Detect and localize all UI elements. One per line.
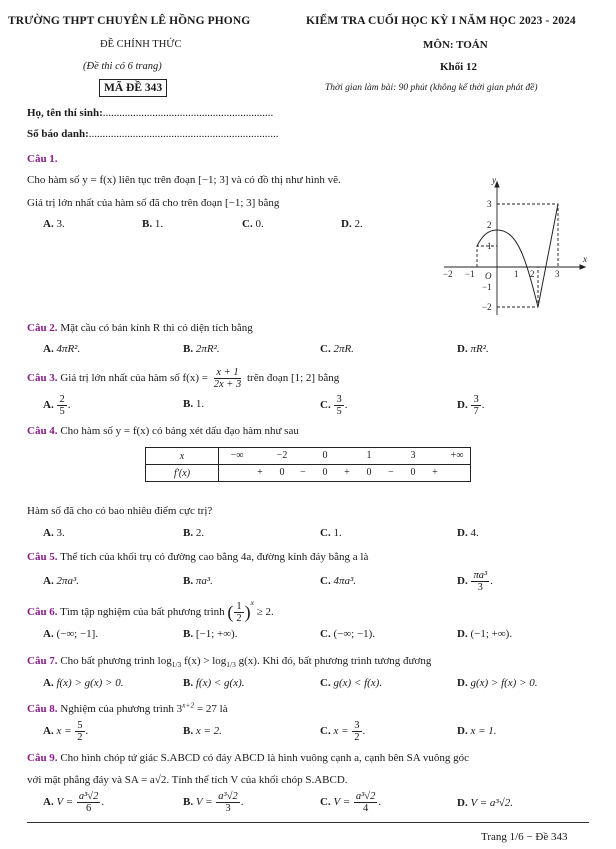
q8-option-c[interactable]: C. x = $\frac{3}{2}$ . bbox=[320, 720, 366, 743]
school-name: TRƯỜNG THPT CHUYÊN LÊ HỒNG PHONG bbox=[8, 15, 251, 27]
candidate-name-row bbox=[27, 107, 273, 119]
q7-option-d[interactable]: D. g(x) > f(x) > 0. bbox=[457, 677, 538, 689]
q1-option-d[interactable]: D. 2. bbox=[341, 218, 363, 230]
question-1-text-line2: Giá trị lớn nhất của hàm số đã cho trên đoạn [−1; 3] bằng bbox=[27, 197, 280, 209]
q8-option-b[interactable]: B. x = 2. bbox=[183, 725, 222, 737]
y-tick: −2 bbox=[482, 302, 492, 312]
candidate-id-label: Số báo danh: bbox=[27, 128, 89, 140]
q9-option-a[interactable]: A. V = $\frac{\text{a³√2}}{6}$ . bbox=[43, 791, 105, 814]
sign-table-derivative-row: + 0 − 0 + 0 − 0 + bbox=[257, 467, 438, 478]
q8-option-d[interactable]: D. x = 1. bbox=[457, 725, 497, 737]
pages-note: (Đề thi có 6 trang) bbox=[83, 61, 162, 72]
x-arrow bbox=[580, 265, 585, 269]
x-axis-label: x bbox=[583, 254, 587, 264]
q9-option-c[interactable]: C. V = $\frac{\text{a³√2}}{4}$ . bbox=[320, 791, 382, 814]
q7-option-c[interactable]: C. g(x) < f(x). bbox=[320, 677, 383, 689]
q7-option-a[interactable]: A. f(x) > g(x) > 0. bbox=[43, 677, 124, 689]
q6-option-b[interactable]: B. [−1; +∞). bbox=[183, 628, 238, 640]
x-tick: 2 bbox=[530, 269, 535, 279]
candidate-name-label: Họ, tên thí sinh: bbox=[27, 107, 103, 119]
function-graph bbox=[440, 170, 616, 320]
q2-option-c[interactable]: C. 2πR. bbox=[320, 343, 354, 355]
q1-option-a[interactable]: A. 3. bbox=[43, 218, 65, 230]
question-6: Câu 6. Tìm tập nghiệm của bất phương trình ( $\frac{1}{2}$ )$^x$ ≥ 2. bbox=[27, 598, 274, 624]
time-note: Thời gian làm bài: 90 phút (không kể thời gian phát đề) bbox=[325, 83, 538, 93]
q6-option-c[interactable]: C. (−∞; −1). bbox=[320, 628, 376, 640]
x-tick: 3 bbox=[555, 269, 560, 279]
candidate-id-row bbox=[27, 128, 279, 140]
page-footer: Trang 1/6 − Đề 343 bbox=[481, 831, 568, 843]
q6-option-d[interactable]: D. (−1; +∞). bbox=[457, 628, 513, 640]
grade: Khối 12 bbox=[440, 61, 477, 73]
candidate-id-field[interactable]: ..................................................................... bbox=[88, 128, 279, 140]
q6-option-a[interactable]: A. (−∞; −1]. bbox=[43, 628, 99, 640]
question-4-prompt: Hàm số đã cho có bao nhiêu điểm cực trị? bbox=[27, 505, 213, 517]
sign-table-x-row: −∞ −2 0 1 3 +∞ bbox=[230, 450, 464, 461]
sign-table bbox=[145, 447, 471, 482]
q9-option-b[interactable]: B. V = $\frac{\text{a³√2}}{3}$ . bbox=[183, 791, 244, 814]
q2-option-b[interactable]: B. 2πR². bbox=[183, 343, 220, 355]
y-axis-label: y bbox=[492, 175, 496, 185]
q4-option-b[interactable]: B. 2. bbox=[183, 527, 205, 539]
question-7: Câu 7. Cho bất phương trình $\log_{1/3} f(x) > \log_{1/3} g(x)$. Khi đó, bất phương trình tương đương bbox=[27, 655, 432, 670]
question-1-text-line1: Cho hàm số y = f(x) liên tục trên đoạn [−1; 3] và có đồ thị như hình vẽ. bbox=[27, 174, 341, 186]
q9-option-d[interactable]: D. V = a³√2. bbox=[457, 797, 513, 809]
footer-divider bbox=[27, 822, 589, 823]
question-1-label: Câu 1. bbox=[27, 153, 58, 165]
q2-option-a[interactable]: A. 4πR². bbox=[43, 343, 81, 355]
q5-option-d[interactable]: D. $\frac{\text{πa³}}{3}$ . bbox=[457, 570, 493, 593]
q8-option-a[interactable]: A. x = $\frac{5}{2}$ . bbox=[43, 720, 89, 743]
question-5: Câu 5. Thể tích của khối trụ có đường cao bằng 4a, đường kính đáy bằng a là bbox=[27, 551, 369, 563]
q3-option-b[interactable]: B. 1. bbox=[183, 398, 205, 410]
q5-option-c[interactable]: C. 4πa³. bbox=[320, 575, 357, 587]
q7-option-b[interactable]: B. f(x) < g(x). bbox=[183, 677, 245, 689]
y-tick: 3 bbox=[487, 199, 492, 209]
y-tick: −1 bbox=[482, 282, 492, 292]
q2-option-d[interactable]: D. πR². bbox=[457, 343, 489, 355]
exam-title: KIỂM TRA CUỐI HỌC KỲ I NĂM HỌC 2023 - 2024 bbox=[306, 15, 576, 27]
q5-option-a[interactable]: A. 2πa³. bbox=[43, 575, 80, 587]
question-9-line1: Câu 9. Cho hình chóp tứ giác S.ABCD có đáy ABCD là hình vuông cạnh a, cạnh bên SA vuông góc bbox=[27, 752, 469, 764]
question-8: Câu 8. Nghiệm của phương trình $3^{x+2} = 27$ là bbox=[27, 700, 228, 715]
q4-option-a[interactable]: A. 3. bbox=[43, 527, 65, 539]
q3-option-a[interactable]: A. $\frac{2}{5}$ . bbox=[43, 394, 71, 417]
question-4: Câu 4. Cho hàm số y = f(x) có bảng xét dấu đạo hàm như sau bbox=[27, 425, 299, 437]
q4-option-d[interactable]: D. 4. bbox=[457, 527, 479, 539]
origin-label: O bbox=[485, 271, 492, 281]
question-3: Câu 3. Giá trị lớn nhất của hàm số f(x) = $\frac{x + 1}{2x + 3}$ trên đoạn [1; 2] bằng bbox=[27, 367, 340, 390]
x-tick: 1 bbox=[514, 269, 519, 279]
x-tick: −1 bbox=[465, 269, 475, 279]
q1-option-b[interactable]: B. 1. bbox=[142, 218, 164, 230]
question-2: Câu 2. Mặt cầu có bán kính R thì có diện tích bằng bbox=[27, 322, 253, 334]
candidate-name-field[interactable]: .............................................................. bbox=[102, 107, 274, 119]
subject: MÔN: TOÁN bbox=[423, 39, 488, 51]
q3-option-d[interactable]: D. $\frac{3}{7}$ . bbox=[457, 394, 485, 417]
official-label: ĐỀ CHÍNH THỨC bbox=[100, 39, 182, 50]
y-tick: 1 bbox=[487, 241, 492, 251]
q4-option-c[interactable]: C. 1. bbox=[320, 527, 342, 539]
q3-option-c[interactable]: C. $\frac{3}{5}$ . bbox=[320, 394, 348, 417]
y-tick: 2 bbox=[487, 220, 492, 230]
x-tick: −2 bbox=[443, 269, 453, 279]
exam-code-box: MÃ ĐỀ 343 bbox=[99, 79, 167, 97]
q1-option-c[interactable]: C. 0. bbox=[242, 218, 264, 230]
q5-option-b[interactable]: B. πa³. bbox=[183, 575, 213, 587]
sign-table-derivative-head: f′(x) bbox=[146, 465, 219, 482]
sign-table-x-head: x bbox=[146, 448, 219, 465]
question-9-line2: với mặt phẳng đáy và SA = a√2. Tính thể tích V của khối chóp S.ABCD. bbox=[27, 774, 348, 786]
